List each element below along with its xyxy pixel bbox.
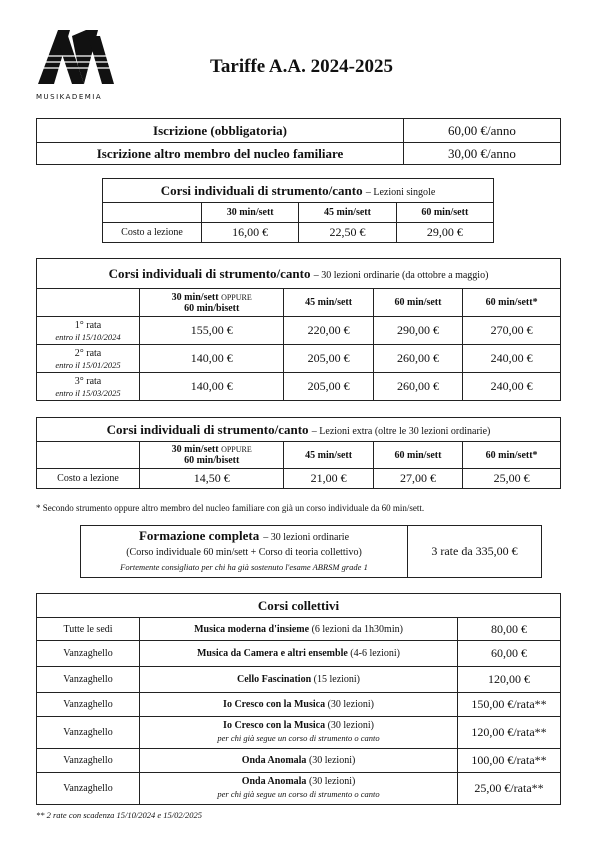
sede-cell: Vanzaghello [37, 667, 140, 693]
footnote-double-star: ** 2 rate con scadenza 15/10/2024 e 15/02/2025 [36, 810, 202, 820]
price-cell: 270,00 € [463, 317, 561, 345]
empty-header-cell [37, 442, 140, 469]
ordinarie-table [36, 258, 561, 401]
table-row [37, 693, 561, 717]
price-cell: 205,00 € [284, 345, 373, 373]
price-cell: 25,00 € [463, 469, 561, 489]
price-cell: 240,00 € [463, 373, 561, 401]
logo [36, 26, 116, 101]
table-row [37, 345, 561, 373]
col-header: 60 min/sett [396, 203, 493, 223]
price-cell: 25,00 €/rata** [458, 773, 561, 805]
iscrizione-price: 60,00 €/anno [404, 119, 561, 143]
col-header: 30 min/sett OPPURE 60 min/bisett [140, 289, 284, 317]
table-row [37, 749, 561, 773]
price-cell: 220,00 € [284, 317, 373, 345]
table-row [37, 641, 561, 667]
table-row [37, 373, 561, 401]
price-cell: 120,00 €/rata** [458, 717, 561, 749]
row-label: Costo a lezione [37, 469, 140, 489]
logo-text: MUSIKADEMIA [36, 93, 103, 101]
rata-label: 2° rata entro il 15/01/2025 [37, 345, 140, 373]
corso-cell: Musica da Camera e altri ensemble (4-6 lezioni) [140, 641, 458, 667]
col-header: 30 min/sett [202, 203, 299, 223]
rata-label: 3° rata entro il 15/03/2025 [37, 373, 140, 401]
table-row [37, 717, 561, 749]
collettivi-table [36, 593, 561, 805]
price-cell: 260,00 € [373, 345, 462, 373]
price-cell: 150,00 €/rata** [458, 693, 561, 717]
table-row [37, 618, 561, 641]
col-header: 30 min/sett OPPURE 60 min/bisett [140, 442, 284, 469]
price-cell: 140,00 € [140, 373, 284, 401]
formazione-table [80, 525, 542, 578]
sede-cell: Vanzaghello [37, 773, 140, 805]
formazione-price: 3 rate da 335,00 € [408, 526, 542, 578]
table-row [37, 667, 561, 693]
iscrizione-label: Iscrizione (obbligatoria) [37, 119, 404, 143]
ordinarie-title: Corsi individuali di strumento/canto – 30 lezioni ordinarie (da ottobre a maggio) [37, 259, 561, 289]
iscrizione-table [36, 118, 561, 165]
table-row [37, 773, 561, 805]
col-header: 60 min/sett* [463, 442, 561, 469]
corso-cell: Onda Anomala (30 lezioni) per chi già segue un corso di strumento o canto [140, 773, 458, 805]
singole-table [102, 178, 494, 243]
table-row [37, 469, 561, 489]
empty-header-cell [37, 289, 140, 317]
corso-cell: Io Cresco con la Musica (30 lezioni) [140, 693, 458, 717]
col-header: 45 min/sett [284, 442, 373, 469]
rata-label: 1° rata entro il 15/10/2024 [37, 317, 140, 345]
collettivi-title: Corsi collettivi [37, 594, 561, 618]
empty-header-cell [103, 203, 202, 223]
price-cell: 100,00 €/rata** [458, 749, 561, 773]
price-cell: 260,00 € [373, 373, 462, 401]
col-header: 45 min/sett [299, 203, 396, 223]
corso-cell: Onda Anomala (30 lezioni) [140, 749, 458, 773]
price-cell: 140,00 € [140, 345, 284, 373]
price-cell: 120,00 € [458, 667, 561, 693]
sede-cell: Vanzaghello [37, 641, 140, 667]
price-cell: 240,00 € [463, 345, 561, 373]
formazione-description: Formazione completa – 30 lezioni ordinarie (Corso individuale 60 min/sett + Corso di teoria collettivo) Fortemente consigliato per chi ha già sostenuto l'esame ABRSM grade 1 [81, 526, 408, 578]
col-header: 60 min/sett [373, 289, 462, 317]
iscrizione-price: 30,00 €/anno [404, 143, 561, 165]
footnote-single-star: * Secondo strumento oppure altro membro del nucleo familiare con già un corso individuale da 60 min/sett. [36, 503, 425, 513]
price-cell: 60,00 € [458, 641, 561, 667]
sede-cell: Vanzaghello [37, 749, 140, 773]
price-cell: 16,00 € [202, 223, 299, 243]
corso-cell: Cello Fascination (15 lezioni) [140, 667, 458, 693]
price-cell: 155,00 € [140, 317, 284, 345]
extra-title: Corsi individuali di strumento/canto – Lezioni extra (oltre le 30 lezioni ordinarie) [37, 418, 561, 442]
table-row [37, 317, 561, 345]
page-title: Tariffe A.A. 2024-2025 [210, 56, 393, 77]
price-cell: 290,00 € [373, 317, 462, 345]
iscrizione-label: Iscrizione altro membro del nucleo familiare [37, 143, 404, 165]
row-label: Costo a lezione [103, 223, 202, 243]
price-cell: 21,00 € [284, 469, 373, 489]
corso-cell: Io Cresco con la Musica (30 lezioni) per chi già segue un corso di strumento o canto [140, 717, 458, 749]
sede-cell: Vanzaghello [37, 693, 140, 717]
corso-cell: Musica moderna d'insieme (6 lezioni da 1h30min) [140, 618, 458, 641]
col-header: 45 min/sett [284, 289, 373, 317]
price-cell: 80,00 € [458, 618, 561, 641]
col-header: 60 min/sett [373, 442, 462, 469]
price-cell: 22,50 € [299, 223, 396, 243]
logo-mark-icon [36, 26, 116, 86]
extra-table [36, 417, 561, 489]
price-cell: 205,00 € [284, 373, 373, 401]
price-cell: 14,50 € [140, 469, 284, 489]
price-cell: 29,00 € [396, 223, 493, 243]
singole-title: Corsi individuali di strumento/canto – Lezioni singole [103, 179, 494, 203]
sede-cell: Vanzaghello [37, 717, 140, 749]
sede-cell: Tutte le sedi [37, 618, 140, 641]
price-cell: 27,00 € [373, 469, 462, 489]
col-header: 60 min/sett* [463, 289, 561, 317]
